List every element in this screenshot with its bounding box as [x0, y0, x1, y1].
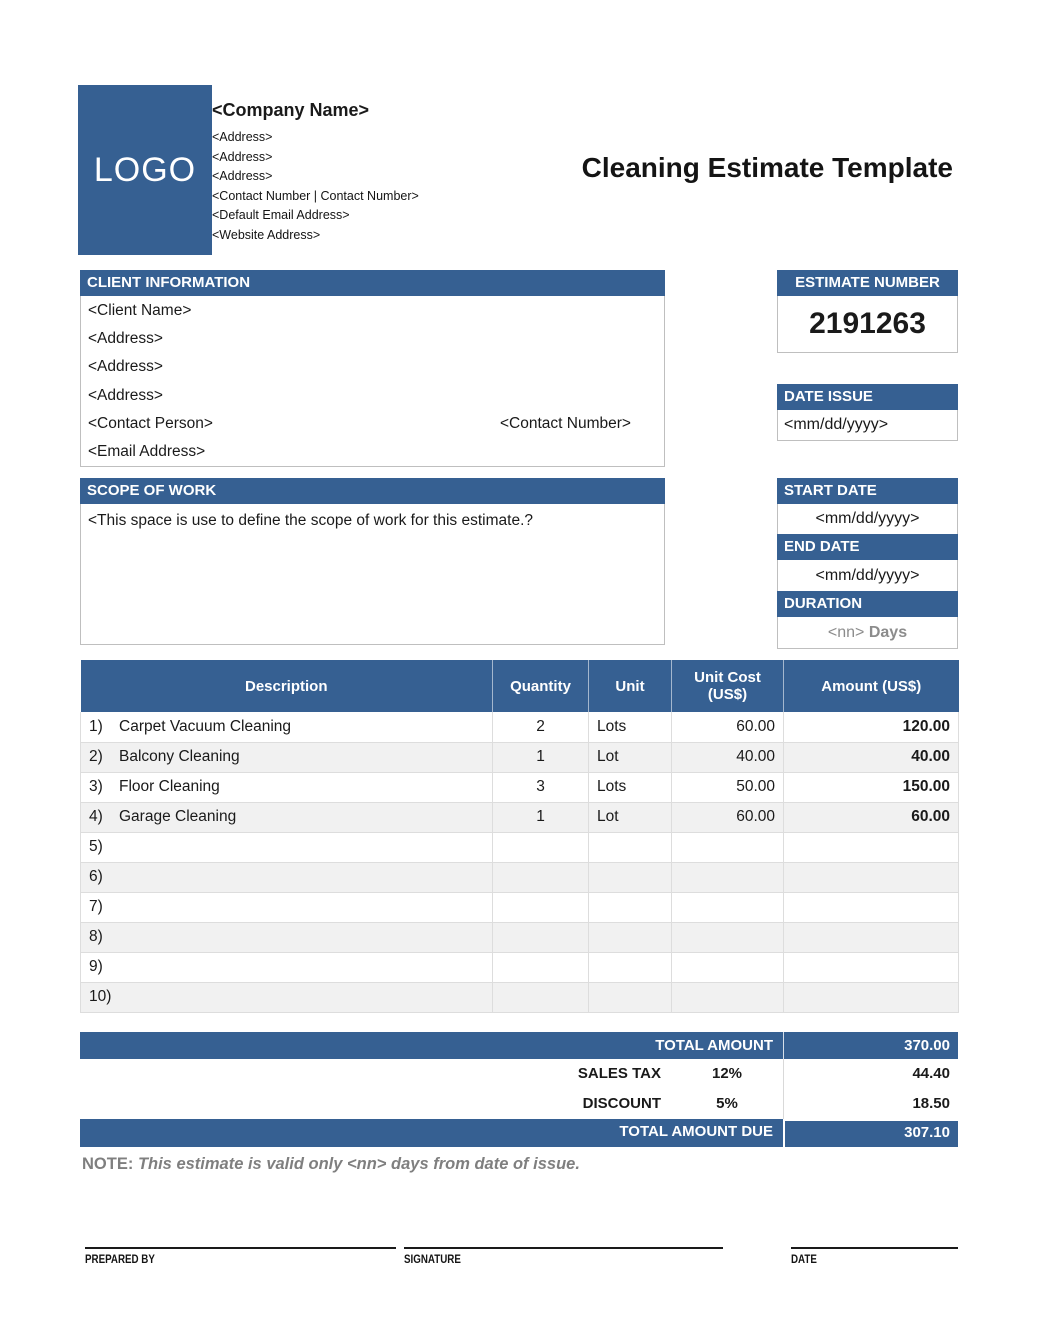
item-unit-cost-cell[interactable]	[672, 862, 784, 892]
note-text: This estimate is valid only <nn> days from date of issue.	[137, 1155, 580, 1173]
duration-number: <nn>	[827, 624, 865, 641]
col-header-unit: Unit	[589, 660, 672, 712]
item-unit-cost-cell[interactable]	[672, 922, 784, 952]
total-amount-due-label: TOTAL AMOUNT DUE	[619, 1123, 773, 1140]
sales-tax-rate[interactable]: 12%	[711, 1065, 743, 1082]
discount-rate[interactable]: 5%	[716, 1095, 738, 1112]
client-contact-person-field[interactable]: <Contact Person>	[88, 414, 213, 432]
item-quantity-cell[interactable]: 1	[493, 742, 589, 772]
item-unit-cell[interactable]	[589, 862, 672, 892]
item-unit-cell[interactable]: Lots	[589, 712, 672, 742]
document-title: Cleaning Estimate Template	[581, 152, 953, 183]
item-unit-cost-cell[interactable]	[672, 832, 784, 862]
signature-label: SIGNATURE	[404, 1254, 461, 1266]
item-unit-cell[interactable]: Lot	[589, 742, 672, 772]
line-items-table	[80, 660, 959, 1013]
item-amount-cell	[784, 982, 959, 1012]
scope-of-work-box	[80, 504, 665, 645]
discount-value: 18.50	[783, 1089, 958, 1119]
item-unit-cost-cell[interactable]: 60.00	[672, 802, 784, 832]
client-contact-row	[88, 410, 657, 438]
item-description-cell[interactable]: 9)	[81, 952, 493, 982]
item-row	[81, 802, 959, 832]
total-amount-row	[80, 1032, 958, 1059]
item-row	[81, 982, 959, 1012]
item-quantity-cell[interactable]: 1	[493, 802, 589, 832]
item-amount-cell	[784, 952, 959, 982]
date-label: DATE	[791, 1254, 817, 1266]
client-contact-number-field[interactable]: <Contact Number>	[500, 414, 631, 432]
col-header-amount: Amount (US$)	[784, 660, 959, 712]
duration-field[interactable]	[777, 617, 958, 649]
item-row	[81, 772, 959, 802]
item-amount-cell	[784, 922, 959, 952]
client-address-field[interactable]: <Address>	[88, 330, 163, 348]
col-header-unit-cost: Unit Cost (US$)	[672, 660, 784, 712]
signature-block	[404, 1247, 723, 1266]
sales-tax-row	[80, 1059, 958, 1089]
item-row	[81, 862, 959, 892]
item-description-cell[interactable]: 10)	[81, 982, 493, 1012]
client-info-header: CLIENT INFORMATION	[80, 270, 665, 296]
item-unit-cost-cell[interactable]: 60.00	[672, 712, 784, 742]
item-quantity-cell[interactable]	[493, 832, 589, 862]
company-email-line[interactable]: <Default Email Address>	[212, 208, 350, 222]
signature-line[interactable]	[404, 1247, 723, 1249]
scope-of-work-text[interactable]: <This space is use to define the scope of work for this estimate.?	[88, 512, 533, 529]
item-quantity-cell[interactable]	[493, 862, 589, 892]
col-header-description: Description	[81, 660, 493, 712]
total-amount-label: TOTAL AMOUNT	[655, 1037, 773, 1054]
item-row	[81, 712, 959, 742]
item-quantity-cell[interactable]	[493, 892, 589, 922]
item-amount-cell	[784, 862, 959, 892]
item-unit-cell[interactable]: Lots	[589, 772, 672, 802]
sales-tax-value: 44.40	[783, 1059, 958, 1089]
estimate-number-header: ESTIMATE NUMBER	[777, 270, 958, 296]
client-address-field[interactable]: <Address>	[88, 386, 163, 404]
estimate-number-value[interactable]: 2191263	[777, 296, 958, 353]
company-address-line[interactable]: <Address>	[212, 169, 273, 183]
item-amount-cell: 60.00	[784, 802, 959, 832]
col-header-quantity: Quantity	[493, 660, 589, 712]
item-unit-cell[interactable]	[589, 952, 672, 982]
date-issue-field[interactable]: <mm/dd/yyyy>	[777, 410, 958, 441]
item-amount-cell: 40.00	[784, 742, 959, 772]
duration-unit: Days	[868, 624, 908, 641]
company-website-line[interactable]: <Website Address>	[212, 227, 321, 242]
item-description-cell[interactable]: 1) Carpet Vacuum Cleaning	[81, 712, 493, 742]
item-unit-cell[interactable]	[589, 982, 672, 1012]
prepared-by-label: PREPARED BY	[85, 1254, 155, 1266]
discount-row	[80, 1089, 958, 1119]
company-logo	[78, 85, 212, 255]
item-unit-cost-cell[interactable]: 40.00	[672, 742, 784, 772]
item-description-cell[interactable]: 3) Floor Cleaning	[81, 772, 493, 802]
scope-of-work-header: SCOPE OF WORK	[80, 478, 665, 504]
item-row	[81, 742, 959, 772]
item-description-cell[interactable]: 4) Garage Cleaning	[81, 802, 493, 832]
client-info-box	[80, 296, 665, 467]
item-unit-cell[interactable]	[589, 922, 672, 952]
item-row	[81, 952, 959, 982]
item-unit-cell[interactable]	[589, 892, 672, 922]
date-issue-header: DATE ISSUE	[777, 384, 958, 410]
item-amount-cell: 150.00	[784, 772, 959, 802]
item-row	[81, 832, 959, 862]
item-amount-cell	[784, 832, 959, 862]
table-header-row	[81, 660, 959, 712]
end-date-header: END DATE	[777, 534, 958, 560]
item-amount-cell	[784, 892, 959, 922]
item-description-cell[interactable]: 6)	[81, 862, 493, 892]
note-label: NOTE:	[82, 1155, 134, 1173]
sales-tax-label: SALES TAX	[577, 1065, 661, 1082]
prepared-by-block	[85, 1247, 396, 1266]
item-quantity-cell[interactable]: 3	[493, 772, 589, 802]
item-unit-cell[interactable]: Lot	[589, 802, 672, 832]
total-amount-due-row	[80, 1119, 958, 1147]
company-info	[212, 100, 419, 245]
prepared-by-line[interactable]	[85, 1247, 396, 1249]
item-quantity-cell[interactable]	[493, 952, 589, 982]
client-email-field[interactable]: <Email Address>	[88, 442, 206, 460]
item-unit-cost-cell[interactable]	[672, 952, 784, 982]
item-unit-cell[interactable]	[589, 832, 672, 862]
item-description-cell[interactable]: 2) Balcony Cleaning	[81, 742, 493, 772]
company-address-line[interactable]: <Address>	[212, 149, 273, 164]
item-unit-cost-cell[interactable]	[672, 892, 784, 922]
company-name[interactable]: <Company Name>	[212, 100, 370, 120]
item-quantity-cell[interactable]	[493, 922, 589, 952]
item-description-cell[interactable]: 7)	[81, 892, 493, 922]
item-unit-cost-cell[interactable]: 50.00	[672, 772, 784, 802]
item-description-cell[interactable]: 5)	[81, 832, 493, 862]
company-address-line[interactable]: <Address>	[212, 130, 273, 144]
duration-header: DURATION	[777, 591, 958, 617]
start-date-header: START DATE	[777, 478, 958, 504]
end-date-field[interactable]: <mm/dd/yyyy>	[777, 560, 958, 591]
total-amount-due-value: 307.10	[783, 1119, 958, 1147]
total-amount-value: 370.00	[783, 1032, 958, 1059]
company-contact-line[interactable]: <Contact Number | Contact Number>	[212, 188, 419, 203]
client-name-field[interactable]: <Client Name>	[88, 302, 192, 319]
item-row	[81, 892, 959, 922]
item-description-cell[interactable]: 8)	[81, 922, 493, 952]
item-quantity-cell[interactable]	[493, 982, 589, 1012]
logo-text: LOGO	[93, 150, 197, 189]
date-block	[791, 1247, 958, 1266]
validity-note	[82, 1155, 580, 1174]
date-line[interactable]	[791, 1247, 958, 1249]
start-date-field[interactable]: <mm/dd/yyyy>	[777, 504, 958, 534]
item-unit-cost-cell[interactable]	[672, 982, 784, 1012]
discount-label: DISCOUNT	[582, 1095, 661, 1112]
item-amount-cell: 120.00	[784, 712, 959, 742]
item-row	[81, 922, 959, 952]
client-address-field[interactable]: <Address>	[88, 358, 163, 376]
item-quantity-cell[interactable]: 2	[493, 712, 589, 742]
